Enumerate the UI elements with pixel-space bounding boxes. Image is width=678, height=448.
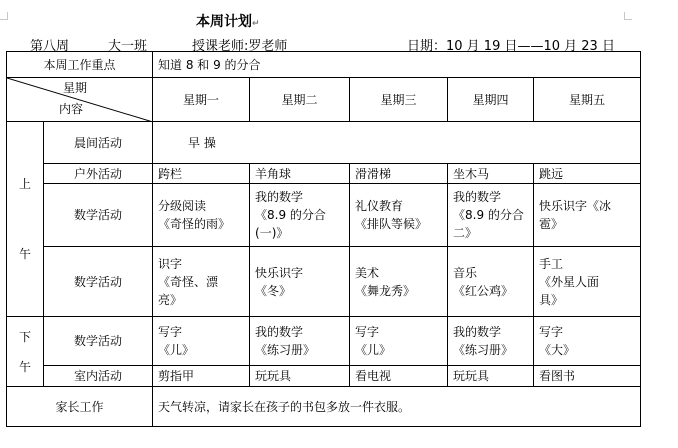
math2-cell — [448, 247, 534, 317]
cell-line: 具》 — [539, 292, 564, 307]
cell-line: 音乐 — [453, 265, 478, 280]
weekly-plan-table — [6, 51, 641, 427]
math1-cell — [448, 184, 534, 247]
cell-line: 《奇怪、漂 — [158, 274, 219, 289]
morning-label-cell — [7, 122, 44, 317]
morning-activity-value: 早 操 — [153, 122, 641, 164]
math-label-3: 数学活动 — [44, 317, 153, 366]
date-label: 日期：10 月 19 日——10 月 23 日 — [407, 39, 615, 54]
cell-line: 快乐识字 — [255, 265, 304, 280]
day-header: 星期四 — [448, 78, 534, 122]
cell-line: 《舞龙秀》 — [355, 283, 416, 298]
cell-line: 写字 — [158, 325, 183, 339]
math2-cell — [534, 247, 641, 317]
day-header: 星期五 — [534, 78, 641, 122]
afternoon-label: 下 — [18, 329, 31, 344]
class-label: 大一班 — [108, 39, 148, 54]
cell-line: 《儿》 — [355, 343, 392, 357]
math3-cell — [534, 317, 641, 366]
cell-line: 《红公鸡》 — [453, 283, 514, 298]
cell-line: 写字 — [539, 325, 564, 339]
math1-cell — [350, 184, 448, 247]
morning-label: 上 — [18, 177, 31, 191]
cell-line: 《8.9 的分合 — [453, 208, 524, 222]
focus-value: 知道 8 和 9 的分合 — [153, 52, 641, 78]
cell-line: (一)》 — [255, 226, 289, 240]
math-row-1 — [7, 184, 641, 247]
cell-line: 礼仪教育 — [355, 199, 404, 213]
indoor-cell: 剪指甲 — [153, 366, 250, 387]
math3-cell — [448, 317, 534, 366]
teacher-label: 授课老师:罗老师 — [192, 39, 288, 54]
math2-cell — [250, 247, 350, 317]
indoor-cell: 玩玩具 — [250, 366, 350, 387]
morning-label-2: 午 — [18, 247, 31, 261]
paragraph-mark: ↵ — [252, 19, 260, 29]
diag-header-bottom: 内容 — [59, 102, 84, 116]
diag-header-top: 星期 — [63, 81, 88, 95]
cell-line: 亮》 — [158, 292, 183, 307]
cell-line: 我的数学 — [453, 190, 502, 204]
indoor-row — [7, 366, 641, 387]
focus-label: 本周工作重点 — [7, 52, 153, 78]
outdoor-cell: 跳远 — [534, 164, 641, 184]
cell-line: 二》 — [453, 226, 478, 240]
afternoon-label-cell — [7, 317, 44, 387]
parent-label: 家长工作 — [7, 387, 153, 427]
cell-line: 《8.9 的分合 — [255, 208, 326, 222]
cell-line: 《排队等候》 — [355, 217, 428, 231]
cell-line: 我的数学 — [255, 190, 304, 204]
morning-activity-label: 晨间活动 — [44, 122, 153, 164]
math-row-2 — [7, 247, 641, 317]
cell-line: 《外星人面 — [539, 274, 600, 289]
cell-line: 美术 — [355, 265, 380, 280]
math3-cell — [350, 317, 448, 366]
math1-cell — [534, 184, 641, 247]
days-header-row — [7, 78, 641, 122]
outdoor-label: 户外活动 — [44, 164, 153, 184]
indoor-cell: 看电视 — [350, 366, 448, 387]
page-title — [196, 11, 260, 31]
math2-cell — [350, 247, 448, 317]
math1-cell — [153, 184, 250, 247]
outdoor-cell: 坐木马 — [448, 164, 534, 184]
diagonal-header-cell — [7, 78, 153, 122]
cell-line: 写字 — [355, 325, 380, 339]
day-header: 星期二 — [250, 78, 350, 122]
cell-line: 我的数学 — [255, 325, 304, 339]
cell-line: 《奇怪的雨》 — [158, 217, 231, 231]
cell-line: 《儿》 — [158, 343, 195, 357]
math3-cell — [153, 317, 250, 366]
math3-cell — [250, 317, 350, 366]
math1-cell — [250, 184, 350, 247]
morning-activity-row — [7, 122, 641, 164]
cell-line: 雹》 — [539, 217, 564, 231]
cell-line: 《冬》 — [255, 283, 292, 298]
outdoor-cell: 滑滑梯 — [350, 164, 448, 184]
math2-cell — [153, 247, 250, 317]
cell-line: 《大》 — [539, 343, 576, 357]
outdoor-cell: 跨栏 — [153, 164, 250, 184]
day-header: 星期三 — [350, 78, 448, 122]
week-label: 第八周 — [30, 39, 70, 54]
indoor-cell: 看图书 — [534, 366, 641, 387]
cell-line: 我的数学 — [453, 325, 502, 339]
page-corner-mark — [0, 12, 8, 20]
math-row-3 — [7, 317, 641, 366]
page-corner-mark — [624, 12, 632, 20]
outdoor-cell: 羊角球 — [250, 164, 350, 184]
title-text: 本周计划 — [196, 14, 252, 30]
indoor-cell: 玩玩具 — [448, 366, 534, 387]
indoor-label: 室内活动 — [44, 366, 153, 387]
parent-value: 天气转凉，请家长在孩子的书包多放一件衣服。 — [153, 387, 641, 427]
math-label-2: 数学活动 — [44, 247, 153, 317]
outdoor-row — [7, 164, 641, 184]
afternoon-label-2: 午 — [18, 359, 31, 374]
cell-line: 《练习册》 — [453, 343, 514, 357]
cell-line: 快乐识字《冰 — [539, 199, 612, 213]
cell-line: 分级阅读 — [158, 199, 207, 213]
focus-row — [7, 52, 641, 78]
day-header: 星期一 — [153, 78, 250, 122]
parent-row — [7, 387, 641, 427]
math-label-1: 数学活动 — [44, 184, 153, 247]
cell-line: 《练习册》 — [255, 343, 316, 357]
cell-line: 识字 — [158, 256, 183, 271]
cell-line: 手工 — [539, 256, 564, 271]
